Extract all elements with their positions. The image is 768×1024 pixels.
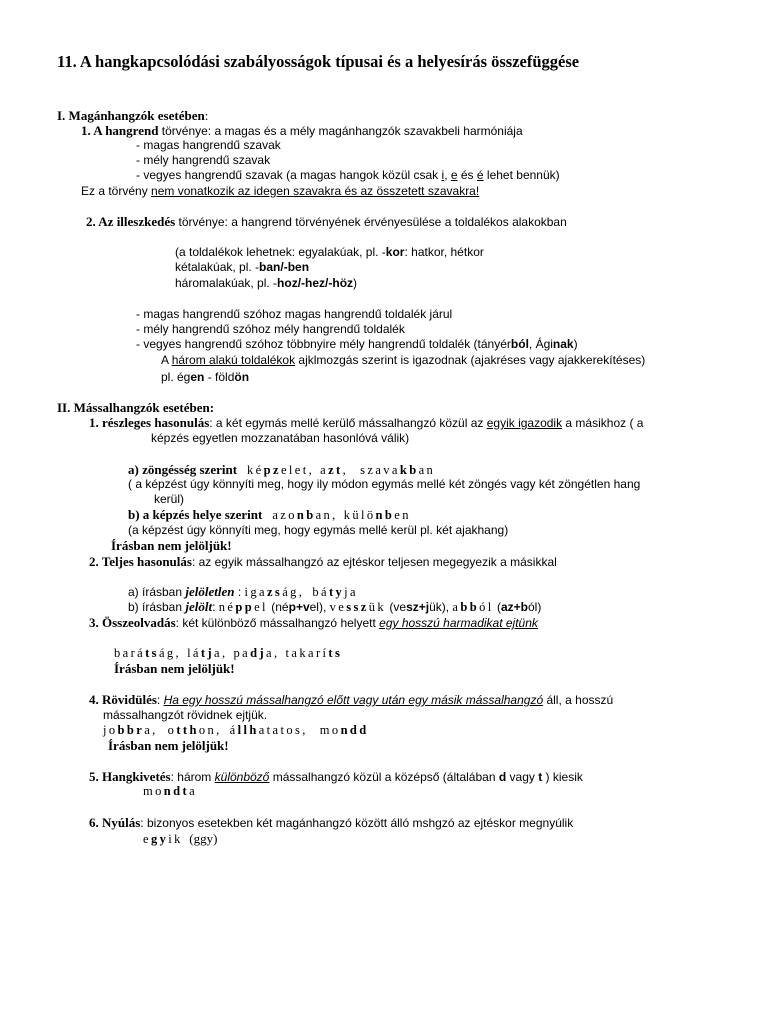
list-item: - vegyes hangrendű szavak (a magas hangok közül csak i, e és é lehet bennük) [136, 168, 560, 182]
teljes-b-line: b) írásban jelölt: néppel (nép+vel), vesszük (vesz+jük), abból (az+ból) [128, 599, 542, 614]
kepzes-helye-line: b) a képzés helye szerint azonban, különben [128, 507, 411, 522]
hangkivetes-line: 5. Hangkivetés: három különböző mássalhangzó közül a középső (általában d vagy t ) kiesik [89, 769, 583, 784]
list-item: - mély hangrendű szavak [136, 153, 271, 167]
nyulas-line: 6. Nyúlás: bizonyos esetekben két magánhangzó között álló mshgzó az ejtéskor megnyúlik [89, 815, 574, 830]
zongesseg-line: a) zöngésség szerint képzelet, azt, szavakban [128, 462, 436, 477]
teljes-line: 2. Teljes hasonulás: az egyik mássalhangzó az ejtéskor teljesen megegyezik a másikkal [89, 554, 557, 569]
teljes-a-line: a) írásban jelöletlen : igazság, bátyja [128, 584, 358, 599]
reszleges-line-2: képzés egyetlen mozzanatában hasonlóvá válik) [151, 431, 410, 445]
zongesseg-note: ( a képzést úgy könnyíti meg, hogy ily módon egymás mellé két zöngés vagy két zöngétlen hang [128, 477, 641, 491]
hangrend-note: Ez a törvény nem vonatkozik az idegen szavakra és az összetett szavakra! [81, 184, 480, 198]
suffix-example: (a toldalékok lehetnek: egyalakúak, pl. -kor: hatkor, hétkor [175, 245, 484, 259]
list-item: - magas hangrendű szavak [136, 138, 281, 152]
rule-item: - magas hangrendű szóhoz magas hangrendű toldalék járul [136, 307, 453, 321]
rovidules-line-2: mássalhangzót rövidnek ejtjük. [103, 708, 268, 722]
kepzes-helye-note: (a képzést úgy könnyíti meg, hogy egymás mellé kerül pl. két ajakhang) [128, 523, 509, 537]
suffix-example: kétalakúak, pl. -ban/-ben [175, 260, 310, 274]
nyulas-example: egyik (ggy) [143, 831, 218, 846]
rule-item: A három alakú toldalékok ajklmozgás szerint is igazodnak (ajakréses vagy ajakkerekítéses) [161, 353, 646, 367]
osszeolvadas-line: 3. Összeolvadás: két különböző mássalhangzó helyett egy hosszú harmadikat ejtünk [89, 615, 538, 630]
suffix-example: háromalakúak, pl. -hoz/-hez/-höz) [175, 276, 358, 290]
rovidules-examples: jobbra, otthon, állhatatos, mondd [103, 723, 369, 737]
warning-text: Írásban nem jelöljük! [111, 538, 232, 553]
rule-item: - mély hangrendű szóhoz mély hangrendű toldalék [136, 322, 405, 336]
example-line: pl. égen - földön [161, 370, 250, 384]
zongesseg-note-2: kerül) [154, 492, 185, 506]
section-1-heading: I. Magánhangzók esetében: [57, 108, 209, 123]
section-2-heading: II. Mássalhangzók esetében: [57, 400, 215, 415]
hangrend-line: 1. A hangrend törvénye: a magas és a mély magánhangzók szavakbeli harmóniája [81, 123, 523, 138]
illeszkedes-line: 2. Az illeszkedés törvénye: a hangrend törvényének érvényesülése a toldalékos alakokban [86, 214, 567, 229]
rule-item: - vegyes hangrendű szóhoz többnyire mély hangrendű toldalék (tányérból, Áginak) [136, 337, 578, 351]
reszleges-line: 1. részleges hasonulás: a két egymás mellé kerülő mássalhangzó közül az egyik igazodik a másikhoz ( a [89, 415, 644, 430]
warning-text: Írásban nem jelöljük! [108, 738, 229, 753]
rovidules-line: 4. Rövidülés: Ha egy hosszú mássalhangzó előtt vagy után egy másik mássalhangzó áll, a hosszú [89, 692, 614, 707]
page-title: 11. A hangkapcsolódási szabályosságok típusai és a helyesírás összefüggése [57, 52, 580, 71]
hangkivetes-example: mondta [143, 784, 198, 798]
warning-text: Írásban nem jelöljük! [114, 661, 235, 676]
osszeolvadas-examples: barátság, látja, padja, takaríts [114, 646, 343, 660]
